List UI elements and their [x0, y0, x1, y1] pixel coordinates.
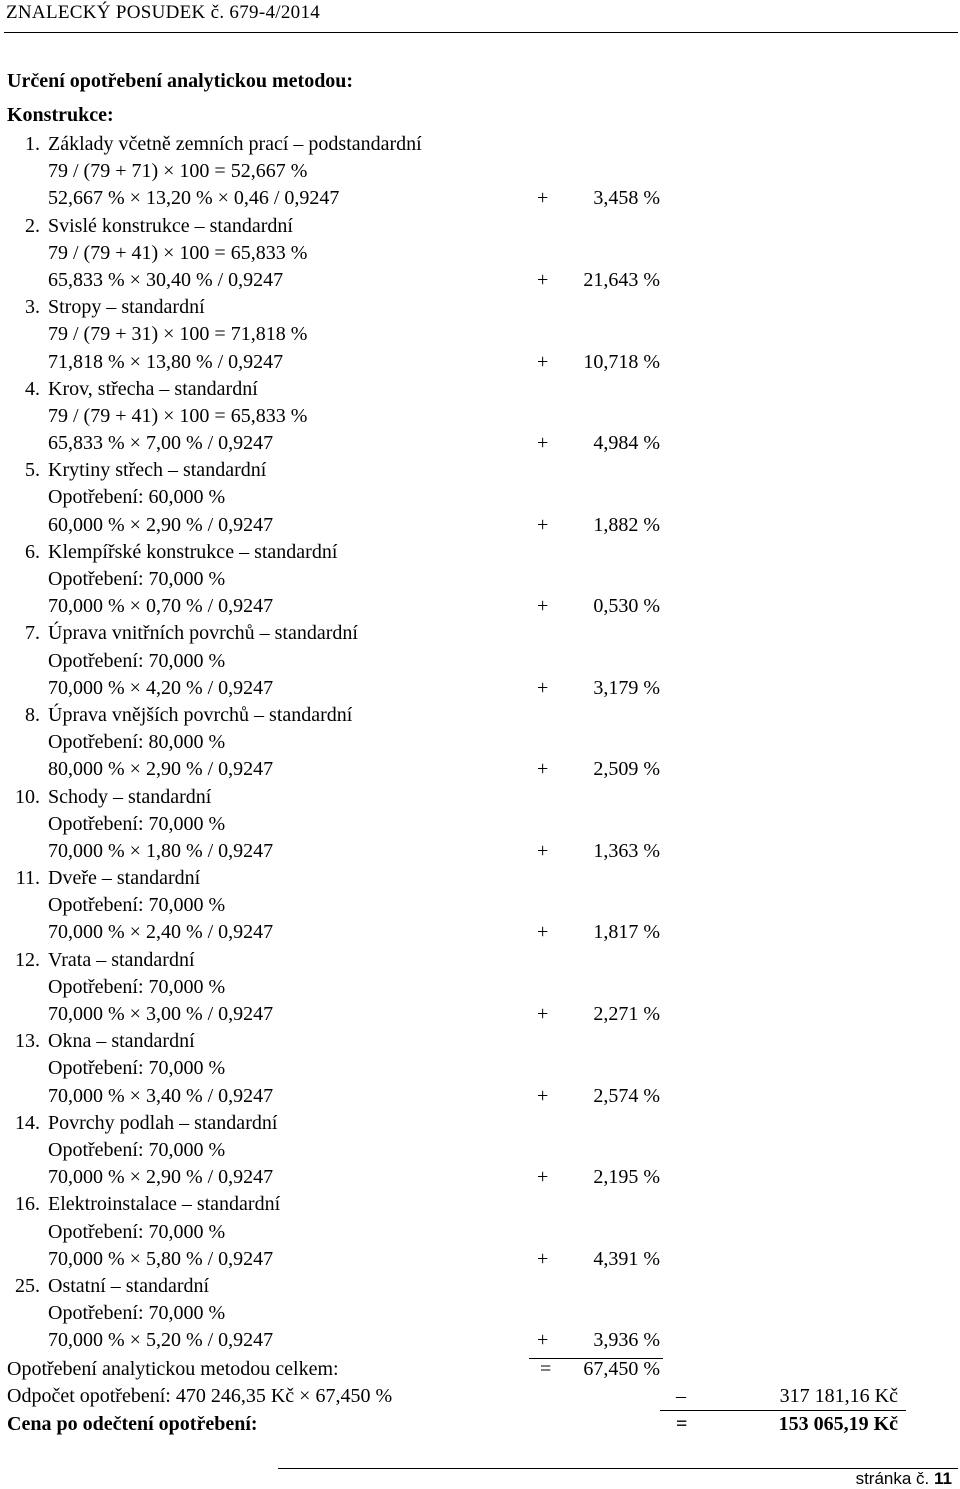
item-formula: 70,000 % × 4,20 % / 0,9247 — [48, 676, 274, 699]
item-operator: + — [537, 268, 549, 291]
item-formula-row — [0, 267, 960, 294]
item-detail: 79 / (79 + 41) × 100 = 65,833 % — [48, 241, 308, 264]
item-operator: + — [537, 187, 549, 210]
item-formula: 70,000 % × 3,00 % / 0,9247 — [48, 1003, 274, 1025]
item-name: Ostatní – standardní — [48, 1274, 210, 1297]
item-operator: + — [537, 513, 549, 536]
item-formula: 80,000 % × 2,90 % / 0,9247 — [48, 758, 274, 781]
item-name: Krytiny střech – standardní — [48, 459, 267, 482]
item-result: 4,984 % — [593, 432, 660, 455]
item-name: Dveře – standardní — [48, 867, 201, 890]
item-formula-row — [0, 512, 960, 539]
item-name: Okna – standardní — [48, 1030, 195, 1053]
item-name: Klempířské konstrukce – standardní — [48, 540, 338, 563]
item-heading — [0, 376, 960, 403]
item-detail: 79 / (79 + 31) × 100 = 71,818 % — [48, 323, 308, 346]
item-result: 2,509 % — [593, 758, 660, 781]
item-detail-row — [0, 484, 960, 511]
item-formula-row — [0, 675, 960, 702]
item-number: 6. — [25, 540, 40, 563]
item-operator: + — [537, 839, 549, 862]
item-operator: + — [537, 1003, 549, 1025]
item-formula-row — [0, 1083, 960, 1110]
item-formula-row — [0, 1001, 960, 1028]
page-footer — [856, 1469, 952, 1489]
item-name: Vrata – standardní — [48, 948, 195, 971]
item-result: 2,195 % — [593, 1166, 660, 1189]
item-detail-row — [0, 974, 960, 1001]
item-heading — [0, 865, 960, 892]
item-formula-row — [0, 349, 960, 376]
item-name: Krov, střecha – standardní — [48, 377, 258, 400]
item-operator: + — [537, 350, 549, 373]
item-formula: 70,000 % × 2,90 % / 0,9247 — [48, 1166, 274, 1189]
item-detail: 79 / (79 + 41) × 100 = 65,833 % — [48, 404, 308, 427]
item-number: 4. — [25, 377, 40, 400]
item-detail-row — [0, 566, 960, 593]
price-operator: = — [676, 1413, 688, 1435]
item-detail: Opotřebení: 70,000 % — [48, 894, 226, 917]
item-result: 21,643 % — [583, 268, 660, 291]
item-detail-row — [0, 1219, 960, 1246]
item-result: 1,363 % — [593, 839, 660, 862]
item-detail-row — [0, 321, 960, 348]
item-number: 10. — [15, 785, 40, 808]
item-heading — [0, 539, 960, 566]
price-value: 153 065,19 Kč — [778, 1413, 898, 1435]
item-detail-row — [0, 892, 960, 919]
item-formula: 70,000 % × 5,20 % / 0,9247 — [48, 1329, 274, 1352]
item-formula: 70,000 % × 1,80 % / 0,9247 — [48, 839, 274, 862]
item-result: 3,179 % — [593, 676, 660, 699]
item-number: 25. — [15, 1274, 40, 1297]
item-number: 5. — [25, 459, 40, 482]
item-formula-row — [0, 1246, 960, 1273]
header-divider — [4, 32, 958, 33]
item-detail-row — [0, 240, 960, 267]
item-detail-row — [0, 811, 960, 838]
item-result: 4,391 % — [593, 1247, 660, 1270]
item-detail-row — [0, 403, 960, 430]
item-detail-row — [0, 1137, 960, 1164]
item-detail-row — [0, 729, 960, 756]
item-heading — [0, 1028, 960, 1055]
item-operator: + — [537, 1166, 549, 1189]
item-formula: 65,833 % × 7,00 % / 0,9247 — [48, 432, 274, 455]
item-detail: Opotřebení: 80,000 % — [48, 731, 226, 754]
item-formula-row — [0, 838, 960, 865]
item-number: 3. — [25, 296, 40, 319]
item-heading — [0, 294, 960, 321]
item-number: 2. — [25, 214, 40, 237]
item-detail: Opotřebení: 70,000 % — [48, 1057, 226, 1080]
item-number: 8. — [25, 703, 40, 726]
item-number: 14. — [15, 1111, 40, 1134]
deduction-label: Odpočet opotřebení: 470 246,35 Kč × 67,450 % — [7, 1385, 393, 1407]
item-result: 0,530 % — [593, 595, 660, 618]
item-heading — [0, 784, 960, 811]
price-label: Cena po odečtení opotřebení: — [7, 1413, 258, 1435]
item-number: 13. — [15, 1030, 40, 1053]
item-heading — [0, 1273, 960, 1300]
item-operator: + — [537, 432, 549, 455]
item-name: Povrchy podlah – standardní — [48, 1111, 278, 1134]
item-operator: + — [537, 758, 549, 781]
item-formula: 60,000 % × 2,90 % / 0,9247 — [48, 513, 274, 536]
item-detail: Opotřebení: 70,000 % — [48, 649, 226, 672]
item-formula-row — [0, 185, 960, 212]
item-heading — [0, 702, 960, 729]
document-header: ZNALECKÝ POSUDEK č. 679-4/2014 — [6, 2, 321, 23]
item-operator: + — [537, 921, 549, 944]
item-formula-row — [0, 1327, 960, 1354]
item-operator: + — [537, 1329, 549, 1352]
item-formula-row — [0, 593, 960, 620]
item-name: Úprava vnitřních povrchů – standardní — [48, 622, 358, 645]
item-operator: + — [537, 1084, 549, 1107]
item-name: Elektroinstalace – standardní — [48, 1193, 281, 1216]
item-result: 10,718 % — [583, 350, 660, 373]
item-detail: Opotřebení: 70,000 % — [48, 1138, 226, 1161]
item-result: 3,458 % — [593, 187, 660, 210]
item-detail: Opotřebení: 70,000 % — [48, 1302, 226, 1325]
item-operator: + — [537, 676, 549, 699]
item-heading — [0, 457, 960, 484]
item-heading — [0, 947, 960, 974]
item-detail-row — [0, 1055, 960, 1082]
item-formula: 70,000 % × 2,40 % / 0,9247 — [48, 921, 274, 944]
item-formula: 71,818 % × 13,80 % / 0,9247 — [48, 350, 284, 373]
item-formula: 65,833 % × 30,40 % / 0,9247 — [48, 268, 284, 291]
page-label: stránka č. — [855, 1469, 930, 1488]
item-result: 1,882 % — [593, 513, 660, 536]
item-detail: Opotřebení: 70,000 % — [48, 975, 226, 998]
item-name: Svislé konstrukce – standardní — [48, 214, 293, 237]
item-heading — [0, 213, 960, 240]
item-number: 11. — [15, 867, 40, 890]
item-formula: 52,667 % × 13,20 % × 0,46 / 0,9247 — [48, 187, 340, 210]
item-result: 1,817 % — [593, 921, 660, 944]
page-number: 11 — [934, 1469, 952, 1488]
item-heading — [0, 620, 960, 647]
item-number: 16. — [15, 1193, 40, 1216]
item-result: 3,936 % — [593, 1329, 660, 1352]
item-detail-row — [0, 1300, 960, 1327]
section-subtitle: Konstrukce: — [7, 104, 114, 126]
total-label: Opotřebení analytickou metodou celkem: — [7, 1358, 339, 1380]
item-formula: 70,000 % × 5,80 % / 0,9247 — [48, 1247, 274, 1270]
item-result: 2,271 % — [593, 1003, 660, 1025]
item-formula: 70,000 % × 0,70 % / 0,9247 — [48, 595, 274, 618]
item-name: Schody – standardní — [48, 785, 212, 808]
item-name: Úprava vnějších povrchů – standardní — [48, 703, 353, 726]
item-number: 7. — [25, 622, 40, 645]
item-detail: Opotřebení: 70,000 % — [48, 1220, 226, 1243]
item-number: 1. — [25, 133, 40, 155]
construction-items — [0, 131, 960, 1354]
item-detail: Opotřebení: 70,000 % — [48, 812, 226, 835]
item-detail: 79 / (79 + 71) × 100 = 52,667 % — [48, 160, 308, 183]
item-heading — [0, 131, 960, 158]
item-detail: Opotřebení: 60,000 % — [48, 486, 226, 509]
item-formula-row — [0, 1164, 960, 1191]
deduction-value: 317 181,16 Kč — [779, 1385, 898, 1407]
item-formula-row — [0, 756, 960, 783]
deduction-operator: – — [676, 1385, 686, 1407]
item-number: 12. — [15, 948, 40, 971]
item-operator: + — [537, 595, 549, 618]
item-name: Stropy – standardní — [48, 296, 205, 319]
item-formula-row — [0, 430, 960, 457]
item-detail-row — [0, 648, 960, 675]
item-detail-row — [0, 158, 960, 185]
item-formula: 70,000 % × 3,40 % / 0,9247 — [48, 1084, 274, 1107]
total-value: 67,450 % — [583, 1358, 660, 1380]
section-title: Určení opotřebení analytickou metodou: — [7, 70, 354, 92]
item-heading — [0, 1110, 960, 1137]
total-operator: = — [540, 1358, 552, 1380]
item-heading — [0, 1191, 960, 1218]
item-result: 2,574 % — [593, 1084, 660, 1107]
item-name: Základy včetně zemních prací – podstandardní — [48, 133, 422, 155]
item-operator: + — [537, 1247, 549, 1270]
item-formula-row — [0, 919, 960, 946]
item-detail: Opotřebení: 70,000 % — [48, 568, 226, 590]
